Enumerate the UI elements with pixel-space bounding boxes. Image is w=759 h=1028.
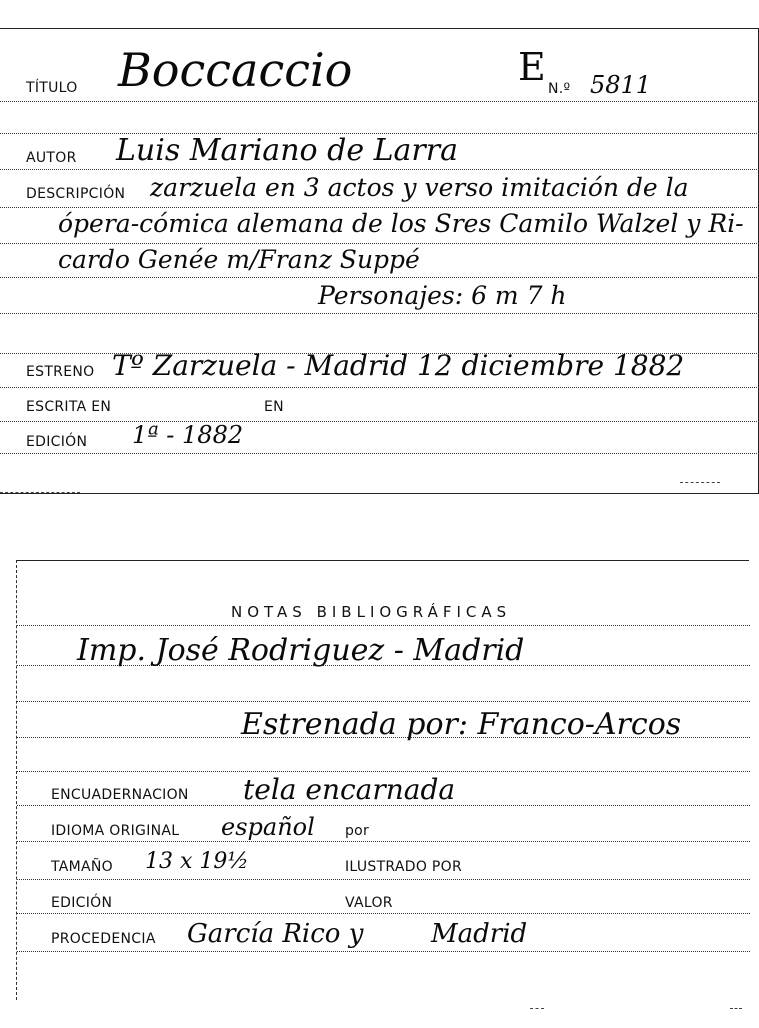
idioma-original-value: español bbox=[221, 813, 315, 841]
rule-line bbox=[17, 625, 750, 626]
e-letter: E bbox=[518, 45, 546, 89]
rule-line bbox=[17, 951, 750, 952]
rule-line bbox=[17, 771, 750, 772]
nota-estrenada: Estrenada por: Franco-Arcos bbox=[241, 707, 682, 742]
por-label: por bbox=[345, 823, 370, 839]
rule-line bbox=[0, 207, 759, 208]
scan-edge-mark bbox=[0, 492, 80, 493]
ilustrado-por-label: ILUSTRADO POR bbox=[345, 859, 462, 875]
encuadernacion-label: ENCUADERNACION bbox=[51, 787, 189, 803]
rule-line bbox=[0, 387, 759, 388]
autor-label: AUTOR bbox=[26, 150, 77, 166]
rule-line bbox=[0, 421, 759, 422]
scan-edge-mark bbox=[680, 482, 720, 483]
edicion-label: EDICIÓN bbox=[51, 895, 113, 911]
descripcion-line-2: ópera-cómica alemana de los Sres Camilo Walzel y Ri- bbox=[58, 209, 744, 238]
titulo-value: Boccaccio bbox=[118, 43, 353, 97]
numero-value: 5811 bbox=[590, 71, 652, 99]
personajes-value: Personajes: 6 m 7 h bbox=[318, 281, 567, 310]
edicion-label: EDICIÓN bbox=[26, 434, 88, 450]
en-label: EN bbox=[264, 399, 284, 415]
notas-header: NOTAS BIBLIOGRÁFICAS bbox=[231, 603, 512, 621]
autor-value: Luis Mariano de Larra bbox=[116, 133, 458, 168]
rule-line bbox=[17, 701, 750, 702]
rule-line bbox=[17, 879, 750, 880]
procedencia-label: PROCEDENCIA bbox=[51, 931, 156, 947]
catalog-card-main bbox=[0, 28, 759, 494]
tamano-value: 13 x 19½ bbox=[145, 849, 249, 874]
scan-edge-mark bbox=[730, 1008, 742, 1009]
descripcion-line-3: cardo Genée m/Franz Suppé bbox=[58, 245, 420, 274]
descripcion-line-1: zarzuela en 3 actos y verso imitación de la bbox=[150, 173, 689, 202]
rule-line bbox=[0, 453, 759, 454]
nota-impresor: Imp. José Rodriguez - Madrid bbox=[77, 633, 525, 668]
rule-line bbox=[17, 913, 750, 914]
escrita-en-label: ESCRITA EN bbox=[26, 399, 112, 415]
estreno-value: Tº Zarzuela - Madrid 12 diciembre 1882 bbox=[112, 349, 685, 382]
numero-label: N.º bbox=[548, 81, 571, 97]
rule-line bbox=[0, 313, 759, 314]
tamano-label: TAMAÑO bbox=[51, 859, 113, 875]
rule-line bbox=[17, 841, 750, 842]
estreno-label: ESTRENO bbox=[26, 364, 95, 380]
idioma-original-label: IDIOMA ORIGINAL bbox=[51, 823, 180, 839]
procedencia-city: Madrid bbox=[431, 919, 528, 949]
edicion-value: 1ª - 1882 bbox=[132, 421, 244, 449]
rule-line bbox=[0, 101, 759, 102]
procedencia-value: García Rico y bbox=[187, 919, 364, 949]
catalog-card-notes bbox=[16, 560, 749, 1000]
valor-label: VALOR bbox=[345, 895, 393, 911]
descripcion-label: DESCRIPCIÓN bbox=[26, 186, 126, 202]
encuadernacion-value: tela encarnada bbox=[243, 773, 456, 806]
titulo-label: TÍTULO bbox=[26, 80, 78, 96]
scan-edge-mark bbox=[530, 1008, 544, 1009]
rule-line bbox=[0, 169, 759, 170]
rule-line bbox=[0, 243, 759, 244]
rule-line bbox=[0, 277, 759, 278]
